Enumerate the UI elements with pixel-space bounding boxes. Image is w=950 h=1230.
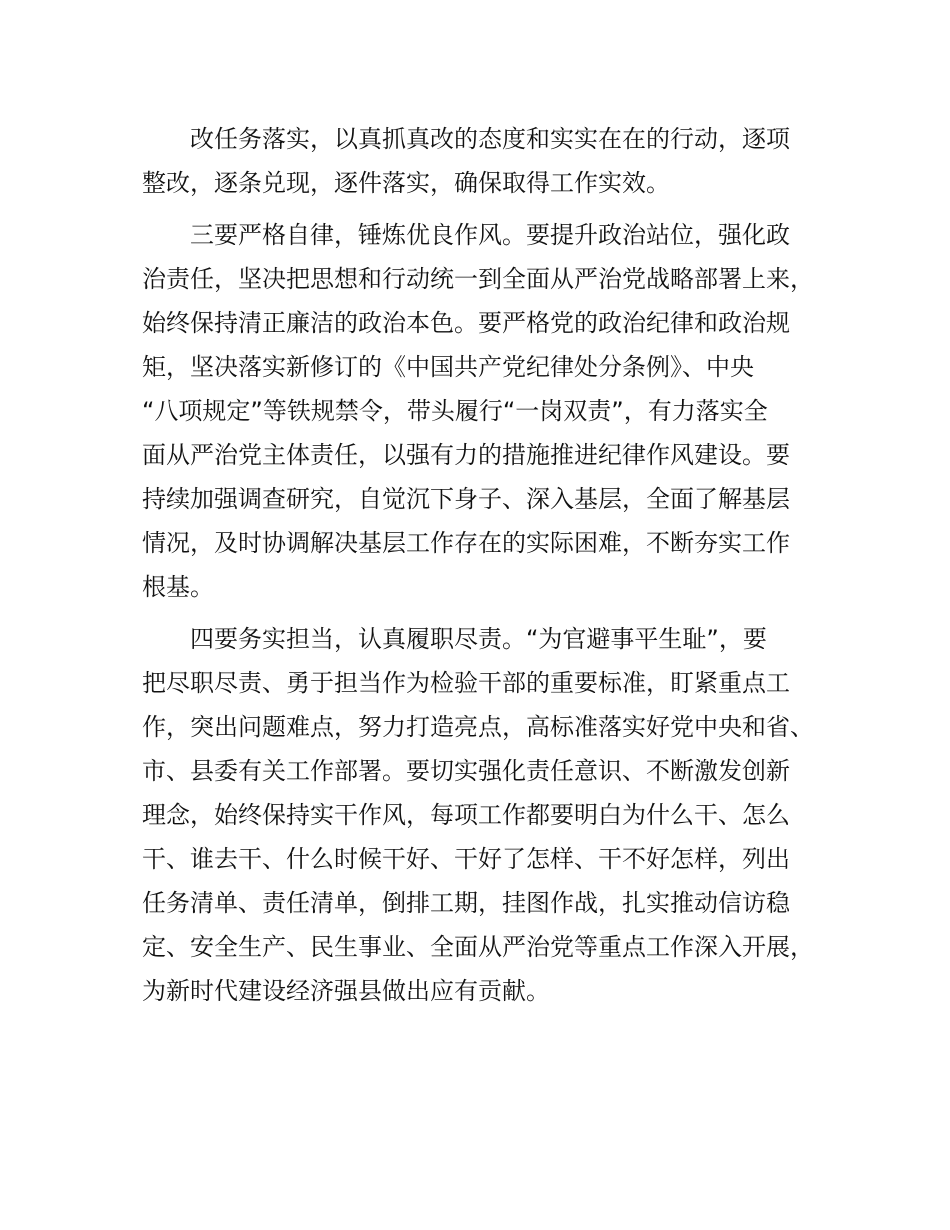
text-line: 持续加强调查研究，自觉沉下身子、深入基层，全面了解基层 [142,485,790,513]
document-body [142,117,832,1021]
text-line: 改任务落实，以真抓真改的态度和实实在在的行动，逐项 [190,125,790,153]
text-line: 定、安全生产、民生事业、全面从严治党等重点工作深入开展， [142,933,814,961]
text-line: 三要严格自律，锤炼优良作风。要提升政治站位，强化政 [190,221,790,249]
text-line: 矩，坚决落实新修订的《中国共产党纪律处分条例》、中央 [142,353,754,381]
text-line: 把尽职尽责、勇于担当作为检验干部的重要标准，盯紧重点工 [142,669,790,697]
text-line: 始终保持清正廉洁的政治本色。要严格党的政治纪律和政治规 [142,309,790,337]
text-line: 根基。 [142,573,214,601]
paragraph-2 [142,213,832,609]
text-line: 干、谁去干、什么时候干好、干好了怎样、干不好怎样，列出 [142,845,790,873]
paragraph-3 [142,617,832,1013]
text-line: 整改，逐条兑现，逐件落实，确保取得工作实效。 [142,169,670,197]
paragraph-1 [142,117,832,205]
text-line: 为新时代建设经济强县做出应有贡献。 [142,977,550,1005]
text-line: “八项规定”等铁规禁令，带头履行“一岗双责”，有力落实全 [142,397,768,425]
text-line: 理念，始终保持实干作风，每项工作都要明白为什么干、怎么 [142,801,790,829]
text-line: 作，突出问题难点，努力打造亮点，高标准落实好党中央和省、 [142,713,814,741]
text-line: 任务清单、责任清单，倒排工期，挂图作战，扎实推动信访稳 [142,889,790,917]
text-line: 面从严治党主体责任，以强有力的措施推进纪律作风建设。要 [142,441,790,469]
text-line: 情况，及时协调解决基层工作存在的实际困难，不断夯实工作 [142,529,790,557]
text-line: 市、县委有关工作部署。要切实强化责任意识、不断激发创新 [142,757,790,785]
text-line: 四要务实担当，认真履职尽责。“为官避事平生耻”，要 [190,625,767,653]
text-line: 治责任，坚决把思想和行动统一到全面从严治党战略部署上来， [142,265,814,293]
